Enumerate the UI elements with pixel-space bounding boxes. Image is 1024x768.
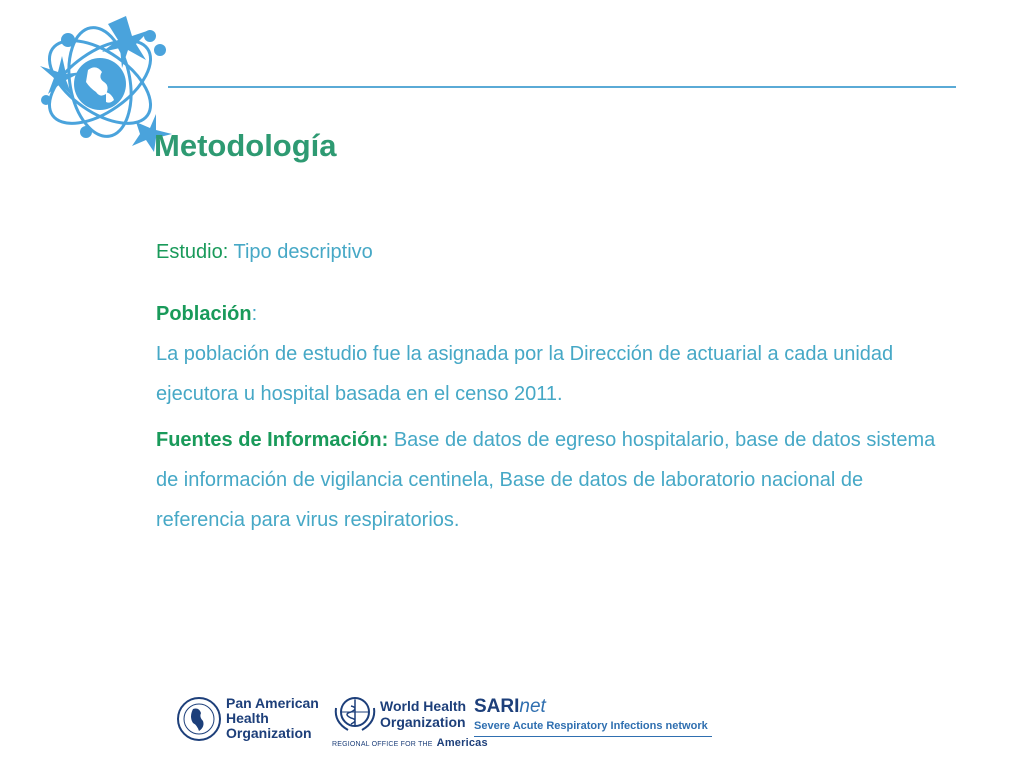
population-label: Población bbox=[156, 303, 252, 325]
sources-block bbox=[156, 420, 946, 540]
population-text: La población de estudio fue la asignada por la Dirección de actuarial a cada unidad ejecutora u hospital basada en el censo 2011. bbox=[156, 343, 894, 405]
sarinet-rule bbox=[474, 736, 712, 737]
paho-name bbox=[226, 696, 319, 741]
study-value: Tipo descriptivo bbox=[233, 241, 373, 263]
who-emblem-icon bbox=[332, 694, 378, 734]
study-line bbox=[156, 232, 946, 272]
who-line-1: World Health bbox=[380, 698, 467, 714]
slide-content bbox=[156, 232, 946, 540]
sarinet-subtitle: Severe Acute Respiratory Infections network bbox=[474, 720, 708, 732]
who-sub-label: REGIONAL OFFICE FOR THE bbox=[332, 741, 433, 748]
study-label: Estudio: bbox=[156, 241, 234, 263]
who-line-2: Organization bbox=[380, 714, 466, 730]
sarinet-logo bbox=[474, 696, 546, 718]
footer-logos bbox=[174, 692, 734, 752]
population-colon: : bbox=[251, 303, 258, 325]
header-rule bbox=[168, 86, 956, 88]
who-region: Americas bbox=[436, 737, 488, 749]
paho-line-2: Health bbox=[226, 710, 269, 726]
sarinet-suffix: net bbox=[519, 696, 546, 717]
slide-title: Metodología bbox=[154, 128, 337, 163]
who-name bbox=[380, 698, 466, 730]
sources-label: Fuentes de Información: bbox=[156, 429, 394, 451]
population-block bbox=[156, 294, 946, 414]
who-regional-office bbox=[332, 737, 488, 749]
paho-line-1: Pan American bbox=[226, 695, 319, 711]
paho-line-3: Organization bbox=[226, 725, 312, 741]
sarinet-name: SARI bbox=[474, 696, 520, 717]
paho-seal-icon bbox=[176, 696, 222, 742]
sources-text: Base de datos de egreso hospitalario, base de datos sistema de información de vigilancia centinela, Base de datos de laboratorio nacional de referencia para virus respiratorios. bbox=[156, 429, 936, 531]
